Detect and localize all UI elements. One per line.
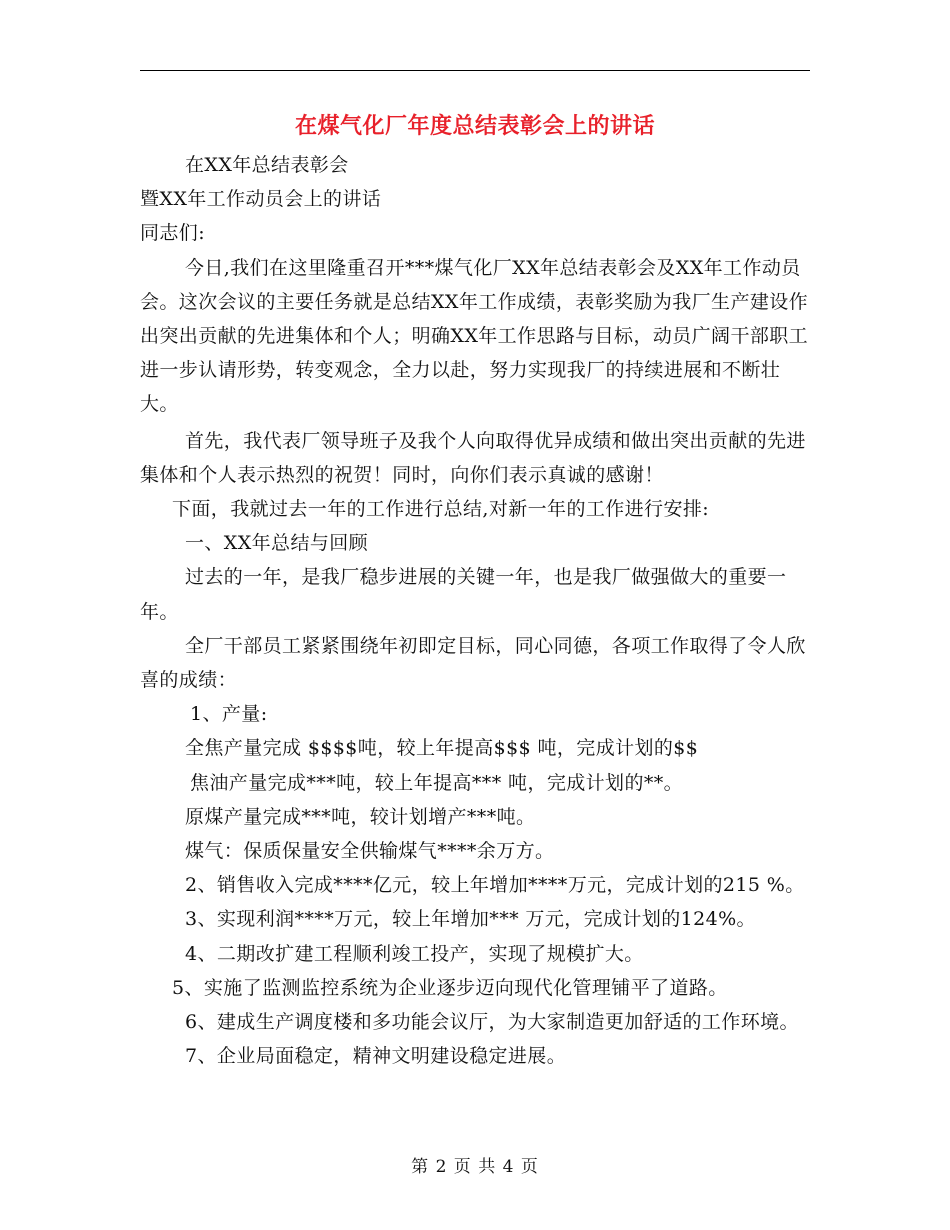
subtitle-line-1: 在XX年总结表彰会 — [185, 154, 349, 176]
paragraph-thanks: 首先，我代表厂领导班子及我个人向取得优异成绩和做出突出贡献的先进集体和个人表示热烈的祝贺！同时，向你们表示真诚的感谢！ — [140, 429, 806, 486]
paragraph-achievements: 全厂干部员工紧紧围绕年初即定目标，同心同德，各项工作取得了令人欣喜的成绩： — [140, 634, 806, 692]
list-item-building: 6、建成生产调度楼和多功能会议厅，为大家制造更加舒适的工作环境。 — [185, 1011, 799, 1034]
subtitle-line-2: 暨XX年工作动员会上的讲话 — [140, 188, 382, 211]
list-item-monitoring: 5、实施了监测监控系统为企业逐步迈向现代化管理铺平了道路。 — [172, 976, 728, 999]
list-item-expansion: 4、二期改扩建工程顺利竣工投产，实现了规模扩大。 — [185, 942, 644, 965]
list-item-coke: 全焦产量完成 $$$$吨，较上年提高$$$ 吨，完成计划的$$ — [185, 737, 699, 760]
section-heading: 一、XX年总结与回顾 — [185, 532, 369, 555]
list-item-gas: 煤气：保质保量安全供输煤气****余万方。 — [185, 840, 555, 863]
list-item-sales: 2、销售收入完成****亿元，较上年增加****万元，完成计划的215 %。 — [185, 874, 805, 897]
paragraph-intro: 下面，我就过去一年的工作进行总结,对新一年的工作进行安排: — [172, 498, 710, 521]
salutation: 同志们: — [140, 222, 206, 245]
document-title: 在煤气化厂年度总结表彰会上的讲话 — [294, 113, 655, 139]
document-body — [140, 148, 812, 1073]
list-item-profit: 3、实现利润****万元，较上年增加*** 万元，完成计划的124%。 — [185, 908, 756, 931]
list-item-output: 1、产量: — [190, 703, 268, 726]
list-item-coal: 原煤产量完成***吨，较计划增产***吨。 — [185, 805, 536, 828]
header-rule — [140, 70, 810, 71]
list-item-tar: 焦油产量完成***吨，较上年提高*** 吨，完成计划的**。 — [190, 771, 684, 794]
page-number: 第 2 页 共 4 页 — [411, 1157, 539, 1177]
paragraph-review: 过去的一年，是我厂稳步进展的关键一年，也是我厂做强做大的重要一年。 — [140, 566, 787, 623]
paragraph-opening: 今日,我们在这里隆重召开***煤气化厂XX年总结表彰会及XX年工作动员会。这次会议的主要任务就是总结XX年工作成绩，表彰奖励为我厂生产建设作出突出贡献的先进集体和个人；明确XX年工作思路与目标，动员广阔干部职工进一步认请形势，转变观念，全力以赴，努力实现我厂的持续进展和不断壮大。 — [140, 256, 809, 416]
list-item-stability: 7、企业局面稳定，精神文明建设稳定进展。 — [185, 1045, 567, 1068]
